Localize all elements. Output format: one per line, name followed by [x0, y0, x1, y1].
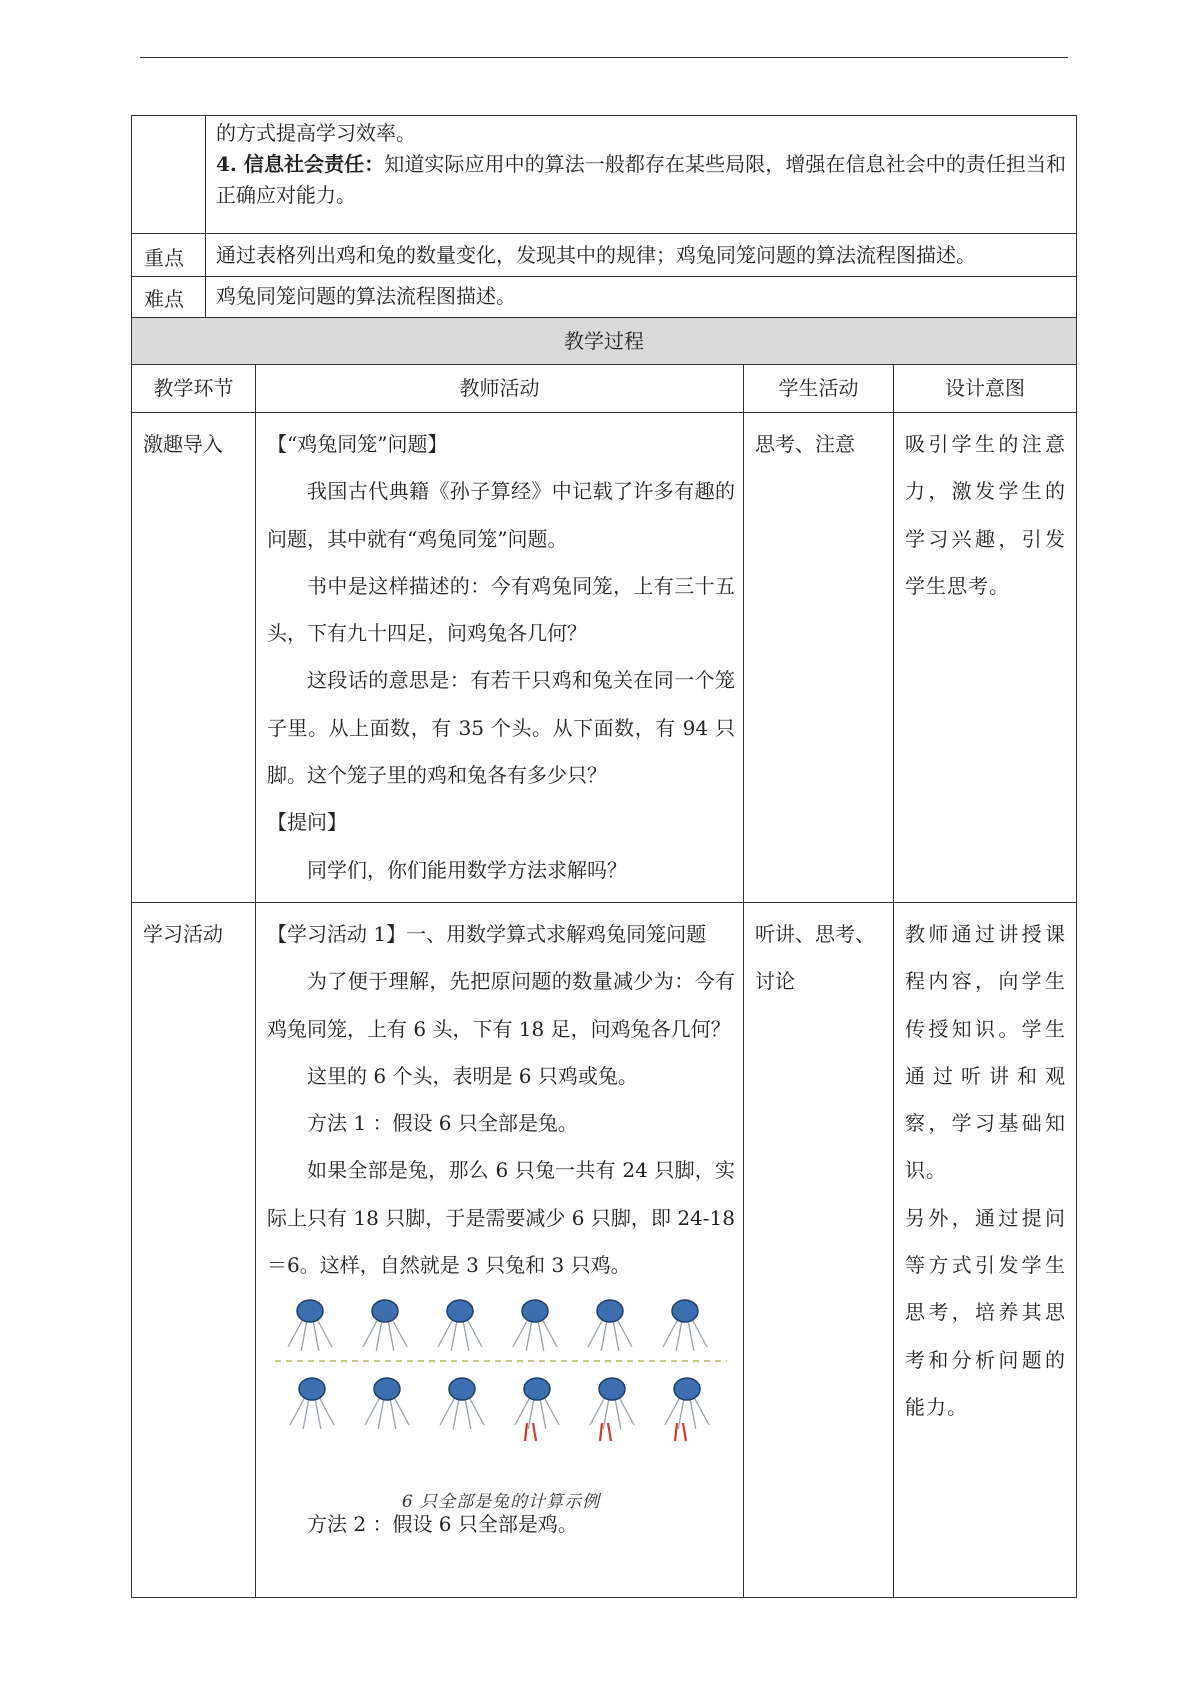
key-points-row — [132, 234, 1077, 277]
warmup-teacher-cell — [256, 413, 744, 903]
key-points-label-cell — [132, 234, 206, 277]
diagram-caption: 6 只全部是兔的计算示例 — [401, 1491, 601, 1512]
key-points-text: 通过表格列出鸡和兔的数量变化，发现其中的规律；鸡兔同笼问题的算法流程图描述。 — [216, 243, 976, 267]
learning-student-cell — [744, 902, 894, 1597]
col-header-teacher: 教师活动 — [256, 365, 744, 413]
rabbit-figure-top-5 — [588, 1300, 632, 1351]
learning-student: 听讲、思考、讨论 — [755, 921, 875, 994]
col-header-stage: 教学环节 — [132, 365, 256, 413]
warmup-heading: 【“鸡兔同笼”问题】 — [267, 432, 448, 456]
rabbit-figure-top-2 — [363, 1300, 407, 1351]
rabbit-figure-bottom-5 — [590, 1378, 634, 1441]
method1-explanation: 如果全部是兔，那么 6 只兔一共有 24 只脚，实际上只有 18 只脚，于是需要减少 6 只脚，即 24-18＝6。这样，自然就是 3 只兔和 3 只鸡。 — [267, 1158, 735, 1278]
learning-para-2: 这里的 6 个头，表明是 6 只鸡或兔。 — [307, 1063, 638, 1088]
warmup-question-text: 同学们，你们能用数学方法求解吗？ — [307, 857, 627, 882]
learning-teacher-cell — [256, 902, 744, 1597]
page-header-rule — [140, 57, 1068, 58]
lesson-plan-page — [131, 115, 1077, 1598]
key-points-label: 重点 — [144, 246, 184, 270]
learning-activity-heading: 【学习活动 1】一、用数学算式求解鸡兔同笼问题 — [267, 921, 707, 946]
warmup-student: 思考、注意 — [755, 432, 855, 456]
learning-para-1: 为了便于理解，先把原问题的数量减少为：今有鸡兔同笼，上有 6 头，下有 18 足，问鸡兔各几何？ — [267, 969, 735, 1041]
teaching-process-title: 教学过程 — [132, 318, 1077, 365]
rabbit-figure-bottom-4 — [515, 1378, 559, 1441]
difficult-text-cell — [206, 277, 1077, 318]
method1-title: 方法 1 ：假设 6 只全部是兔。 — [307, 1111, 578, 1136]
rabbit-figure-bottom-1 — [290, 1378, 334, 1429]
row-warmup — [132, 413, 1077, 903]
item4-paragraph — [216, 149, 1066, 211]
warmup-student-cell — [744, 413, 894, 903]
difficult-row — [132, 277, 1077, 318]
literacy-label-cell — [132, 116, 206, 234]
rabbit-figure-top-4 — [513, 1300, 557, 1351]
warmup-para-3: 这段话的意思是：有若干只鸡和兔关在同一个笼子里。从上面数，有 35 个头。从下面数，有 94 只脚。这个笼子里的鸡和兔各有多少只？ — [267, 668, 735, 788]
col-header-intent: 设计意图 — [894, 365, 1077, 413]
rabbit-figure-top-1 — [288, 1300, 332, 1351]
difficult-label-cell — [132, 277, 206, 318]
column-header-row — [132, 365, 1077, 413]
warmup-question-heading: 【提问】 — [267, 810, 347, 835]
learning-intent-1: 教师通过讲授课程内容，向学生传授知识。学生通过听讲和观察，学习基础知识。 — [905, 921, 1066, 1183]
top-row-animals — [288, 1300, 707, 1351]
difficult-text: 鸡兔同笼问题的算法流程图描述。 — [216, 284, 516, 308]
learning-intent-2: 另外，通过提问等方式引发学生思考，培养其思考和分析问题的能力。 — [905, 1205, 1066, 1419]
rabbit-figure-bottom-2 — [365, 1378, 409, 1429]
method2-title: 方法 2 ：假设 6 只全部是鸡。 — [307, 1512, 578, 1537]
rabbit-figure-top-3 — [438, 1300, 482, 1351]
warmup-stage: 激趣导入 — [143, 432, 223, 456]
row-learning — [132, 902, 1077, 1597]
learning-intent-cell — [894, 902, 1077, 1597]
literacy-text-cell — [206, 116, 1077, 234]
item4-title: 4. 信息社会责任： — [216, 152, 385, 176]
key-points-text-cell — [206, 234, 1077, 277]
rabbit-figure-top-6 — [663, 1300, 707, 1351]
rabbit-figure-bottom-6 — [665, 1378, 709, 1441]
literacy-continued-text: 的方式提高学习效率。 — [216, 121, 416, 145]
item4-text: 知道实际应用中的算法一般都存在某些局限，增强在信息社会中的责任担当和正确应对能力。 — [216, 152, 1067, 207]
rabbit-calculation-diagram — [267, 1293, 735, 1512]
difficult-label: 难点 — [144, 287, 184, 311]
warmup-intent: 吸引学生的注意力，激发学生的学习兴趣，引发学生思考。 — [905, 432, 1066, 598]
col-header-student: 学生活动 — [744, 365, 894, 413]
warmup-stage-cell — [132, 413, 256, 903]
warmup-para-2: 书中是这样描述的：今有鸡兔同笼，上有三十五头，下有九十四足，问鸡兔各几何？ — [267, 573, 735, 646]
rabbit-diagram-svg — [267, 1293, 735, 1473]
learning-stage: 学习活动 — [143, 921, 223, 946]
warmup-intent-cell — [894, 413, 1077, 903]
warmup-para-1: 我国古代典籍《孙子算经》中记载了许多有趣的问题，其中就有“鸡兔同笼”问题。 — [267, 479, 735, 551]
rabbit-figure-bottom-3 — [440, 1378, 484, 1429]
literacy-row — [132, 116, 1077, 234]
learning-stage-cell — [132, 902, 256, 1597]
objectives-table — [131, 115, 1077, 318]
bottom-row-animals — [290, 1378, 709, 1441]
teaching-process-table — [131, 317, 1077, 1598]
